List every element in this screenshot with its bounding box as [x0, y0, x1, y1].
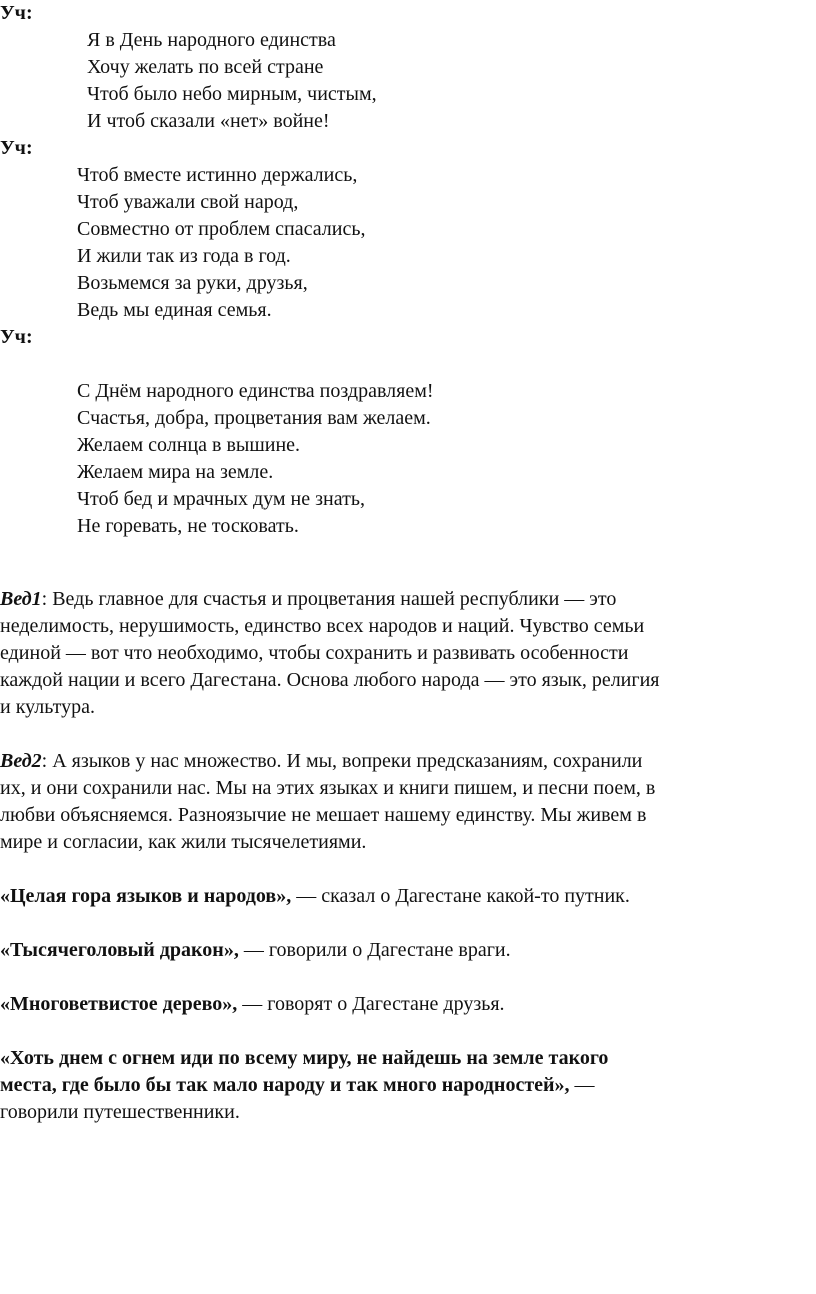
poem-line: Совместно от проблем спасались, — [77, 218, 366, 240]
final-quote — [0, 1045, 608, 1126]
quote-rest: — говорят о Дагестане друзья. — [237, 993, 505, 1015]
poem-line: Чтоб было небо мирным, чистым, — [87, 83, 377, 105]
poem-line: И жили так из года в год. — [77, 245, 291, 267]
speaker-label: Уч: — [0, 137, 33, 159]
paragraph-line: мире и согласии, как жили тысячелетиями. — [0, 831, 367, 853]
speaker-label: Уч: — [0, 326, 33, 348]
ved1-paragraph — [0, 586, 659, 721]
poem-line: Чтоб бед и мрачных дум не знать, — [77, 488, 365, 510]
ved2-paragraph — [0, 748, 655, 856]
paragraph-line: каждой нации и всего Дагестана. Основа любого народа — это язык, религия — [0, 669, 660, 691]
quote-rest: — — [569, 1074, 595, 1096]
quote-rest: — сказал о Дагестане какой-то путник. — [291, 885, 630, 907]
speaker-label: Вед2 — [0, 750, 42, 772]
quote-bold: «Целая гора языков и народов», — [0, 885, 292, 907]
poem-line: Я в День народного единства — [87, 29, 336, 51]
poem-line: Возьмемся за руки, друзья, — [77, 272, 308, 294]
quote-rest: — говорили о Дагестане враги. — [238, 939, 511, 961]
poem-line: Хочу желать по всей стране — [87, 56, 324, 78]
speaker-label: Уч: — [0, 2, 33, 24]
quote-rest: говорили путешественники. — [0, 1101, 240, 1123]
quote-bold: «Многоветвистое дерево», — [0, 993, 238, 1015]
quote-bold: «Тысячеголовый дракон», — [0, 939, 239, 961]
paragraph-line: любви объясняемся. Разноязычие не мешает нашему единству. Мы живем в — [0, 804, 647, 826]
poem-line: Не горевать, не тосковать. — [77, 515, 299, 537]
quote-bold: «Хоть днем с огнем иди по всему миру, не найдешь на земле такого — [0, 1047, 609, 1069]
paragraph-line: их, и они сохранили нас. Мы на этих языках и книги пишем, и песни поем, в — [0, 777, 656, 799]
poem-line: Чтоб уважали свой народ, — [77, 191, 299, 213]
poem-line: Желаем солнца в вышине. — [77, 434, 301, 456]
paragraph-line: : Ведь главное для счастья и процветания нашей республики — это — [41, 588, 617, 610]
poem-line: И чтоб сказали «нет» войне! — [87, 110, 330, 132]
paragraph-line: неделимость, нерушимость, единство всех народов и наций. Чувство семьи — [0, 615, 645, 637]
paragraph-line: : А языков у нас множество. И мы, вопреки предсказаниям, сохранили — [41, 750, 643, 772]
poem-line: Желаем мира на земле. — [77, 461, 274, 483]
quote-bold: места, где было бы так мало народу и так много народностей», — [0, 1074, 570, 1096]
poem-line: Счастья, добра, процветания вам желаем. — [77, 407, 431, 429]
quote-3 — [0, 991, 505, 1018]
poem-line: Ведь мы единая семья. — [77, 299, 272, 321]
stanza-1 — [0, 0, 434, 540]
quote-2 — [0, 937, 511, 964]
quote-1 — [0, 883, 630, 910]
poem-line: Чтоб вместе истинно держались, — [77, 164, 358, 186]
paragraph-line: и культура. — [0, 696, 95, 718]
speaker-label: Вед1 — [0, 588, 42, 610]
poem-line: С Днём народного единства поздравляем! — [77, 380, 434, 402]
paragraph-line: единой — вот что необходимо, чтобы сохранить и развивать особенности — [0, 642, 629, 664]
